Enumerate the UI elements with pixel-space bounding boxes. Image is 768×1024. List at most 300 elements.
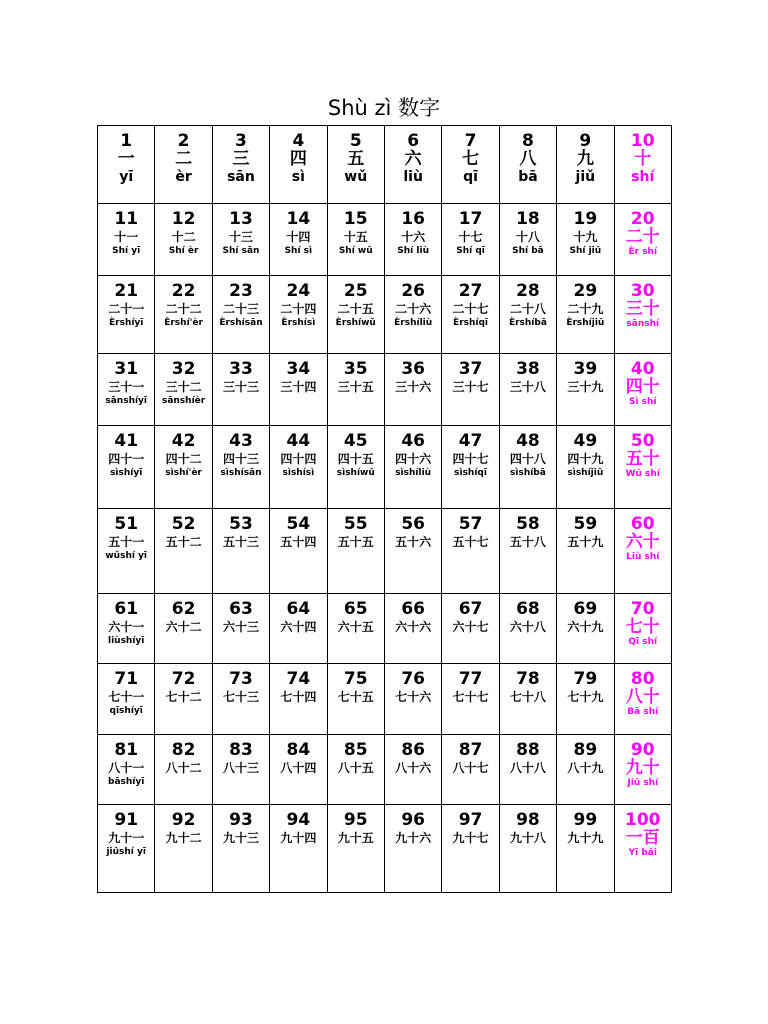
- number-cell: [499, 204, 556, 276]
- arabic-numeral: 54: [286, 514, 311, 534]
- arabic-numeral: 63: [229, 599, 253, 619]
- arabic-numeral: 5: [349, 131, 362, 151]
- arabic-numeral: 32: [171, 359, 196, 379]
- chinese-numeral: 三十五: [337, 380, 374, 394]
- arabic-numeral: 8: [522, 131, 534, 151]
- chinese-numeral: 九十五: [337, 831, 374, 845]
- chinese-numeral: 九十一: [108, 831, 145, 845]
- chinese-numeral: 二十二: [165, 302, 202, 316]
- chinese-numeral: 八十四: [280, 761, 317, 775]
- number-row: [98, 354, 672, 426]
- arabic-numeral: 78: [516, 669, 540, 689]
- number-cell: [557, 126, 614, 204]
- chinese-numeral: 九十: [625, 758, 660, 778]
- arabic-numeral: 20: [630, 209, 655, 229]
- chinese-numeral: 九十四: [280, 831, 317, 845]
- chinese-numeral: 五: [347, 149, 365, 169]
- number-cell: [155, 426, 212, 509]
- pinyin-label: Shí jiǔ: [569, 246, 602, 256]
- chinese-numeral: 六十: [625, 532, 660, 552]
- number-cell: [442, 735, 499, 805]
- chinese-numeral: 三十三: [222, 380, 259, 394]
- chinese-numeral: 八十三: [222, 761, 259, 775]
- pinyin-label: Qī shí: [628, 637, 658, 647]
- chinese-numeral: 六十五: [337, 620, 374, 634]
- arabic-numeral: 11: [114, 209, 139, 229]
- number-cell: [384, 664, 441, 735]
- arabic-numeral: 100: [625, 810, 661, 830]
- number-cell: [270, 594, 327, 664]
- chinese-numeral: 九十三: [222, 831, 259, 845]
- pinyin-label: sìshíjiǔ: [567, 468, 604, 478]
- arabic-numeral: 45: [343, 431, 368, 451]
- pinyin-label: Èrshí'èr: [164, 318, 203, 328]
- chinese-numeral: 十二: [171, 230, 196, 244]
- chinese-numeral: 六: [404, 149, 422, 169]
- chinese-numeral: 二十六: [395, 302, 432, 316]
- pinyin-label: Shí èr: [168, 246, 199, 256]
- arabic-numeral: 15: [343, 209, 368, 229]
- pinyin-label: Shí liù: [397, 246, 429, 256]
- number-cell: [557, 805, 614, 893]
- number-chart-table: [97, 125, 672, 893]
- arabic-numeral: 71: [114, 669, 139, 689]
- arabic-numeral: 83: [229, 740, 253, 760]
- arabic-numeral: 41: [114, 431, 139, 451]
- number-row: [98, 426, 672, 509]
- arabic-numeral: 80: [630, 669, 655, 689]
- number-cell: [442, 126, 499, 204]
- number-cell: [327, 276, 384, 354]
- number-cell: [270, 805, 327, 893]
- arabic-numeral: 24: [286, 281, 311, 301]
- arabic-numeral: 72: [171, 669, 196, 689]
- arabic-numeral: 6: [407, 131, 420, 151]
- arabic-numeral: 37: [458, 359, 483, 379]
- arabic-numeral: 2: [177, 131, 190, 151]
- chinese-numeral: 五十六: [395, 535, 432, 549]
- number-cell: [212, 126, 269, 204]
- number-cell: [270, 426, 327, 509]
- number-cell: [499, 354, 556, 426]
- chinese-numeral: 三十八: [509, 380, 546, 394]
- arabic-numeral: 61: [114, 599, 139, 619]
- pinyin-label: Shí yī: [112, 246, 141, 256]
- arabic-numeral: 67: [458, 599, 483, 619]
- arabic-numeral: 87: [458, 740, 483, 760]
- arabic-numeral: 3: [235, 131, 247, 151]
- chinese-numeral: 八十五: [337, 761, 374, 775]
- chinese-numeral: 四: [289, 149, 307, 169]
- arabic-numeral: 88: [516, 740, 540, 760]
- arabic-numeral: 75: [343, 669, 368, 689]
- chinese-numeral: 六十六: [395, 620, 432, 634]
- chinese-numeral: 六十八: [509, 620, 546, 634]
- number-cell: [212, 594, 269, 664]
- arabic-numeral: 50: [630, 431, 655, 451]
- number-row: [98, 735, 672, 805]
- number-cell: [499, 276, 556, 354]
- arabic-numeral: 18: [516, 209, 540, 229]
- chinese-numeral: 二十五: [337, 302, 374, 316]
- number-cell: [384, 594, 441, 664]
- number-cell: [614, 126, 671, 204]
- number-cell: [155, 509, 212, 594]
- chinese-numeral: 七十五: [337, 690, 374, 704]
- chinese-numeral: 二: [175, 149, 193, 169]
- arabic-numeral: 35: [343, 359, 368, 379]
- number-cell: [557, 664, 614, 735]
- number-cell: [327, 126, 384, 204]
- number-cell: [614, 805, 671, 893]
- number-cell: [614, 276, 671, 354]
- pinyin-label: sìshí'èr: [165, 468, 202, 478]
- number-cell: [155, 594, 212, 664]
- chinese-numeral: 五十三: [222, 535, 259, 549]
- number-cell: [384, 276, 441, 354]
- pinyin-label: sānshí: [626, 319, 660, 329]
- chinese-numeral: 五十一: [108, 535, 145, 549]
- chinese-numeral: 十一: [114, 230, 139, 244]
- number-cell: [614, 509, 671, 594]
- arabic-numeral: 55: [343, 514, 368, 534]
- arabic-numeral: 95: [343, 810, 368, 830]
- number-cell: [98, 664, 155, 735]
- number-cell: [212, 664, 269, 735]
- number-cell: [327, 354, 384, 426]
- chinese-numeral: 八十六: [395, 761, 432, 775]
- chinese-numeral: 二十三: [222, 302, 259, 316]
- chinese-numeral: 二十: [625, 227, 660, 247]
- chinese-numeral: 四十五: [337, 452, 374, 466]
- chinese-numeral: 十六: [401, 230, 426, 244]
- arabic-numeral: 9: [579, 131, 592, 151]
- pinyin-label: Wǔ shí: [625, 469, 660, 479]
- number-cell: [212, 509, 269, 594]
- arabic-numeral: 81: [114, 740, 139, 760]
- pinyin-label: wǔ: [344, 169, 368, 185]
- chinese-numeral: 九十八: [509, 831, 546, 845]
- pinyin-label: Sì shí: [628, 397, 657, 407]
- chinese-numeral: 七十六: [395, 690, 432, 704]
- chinese-numeral: 八: [519, 149, 537, 169]
- number-chart-body: [98, 126, 672, 893]
- number-cell: [384, 204, 441, 276]
- pinyin-label: Èrshísān: [219, 318, 263, 328]
- chinese-numeral: 四十四: [280, 452, 317, 466]
- number-cell: [557, 276, 614, 354]
- number-cell: [327, 735, 384, 805]
- chinese-numeral: 五十九: [567, 535, 604, 549]
- chinese-numeral: 五十八: [509, 535, 546, 549]
- number-cell: [614, 426, 671, 509]
- number-cell: [98, 594, 155, 664]
- arabic-numeral: 29: [573, 281, 598, 301]
- arabic-numeral: 48: [516, 431, 540, 451]
- arabic-numeral: 76: [401, 669, 425, 689]
- pinyin-label: sìshísān: [220, 468, 262, 478]
- number-cell: [442, 664, 499, 735]
- number-row: [98, 594, 672, 664]
- arabic-numeral: 70: [630, 599, 655, 619]
- arabic-numeral: 99: [573, 810, 598, 830]
- number-cell: [384, 354, 441, 426]
- number-cell: [270, 509, 327, 594]
- pinyin-label: wǔshí yī: [105, 551, 148, 561]
- pinyin-label: Yī bǎi: [628, 848, 657, 858]
- arabic-numeral: 91: [114, 810, 139, 830]
- chinese-numeral: 十九: [573, 230, 598, 244]
- pinyin-label: yī: [119, 169, 134, 185]
- number-cell: [442, 354, 499, 426]
- chinese-numeral: 六十七: [452, 620, 489, 634]
- number-cell: [270, 354, 327, 426]
- arabic-numeral: 7: [464, 131, 477, 151]
- chinese-numeral: 十: [634, 149, 652, 169]
- pinyin-label: Shí qī: [456, 246, 485, 256]
- pinyin-label: Èrshíbā: [508, 318, 547, 328]
- arabic-numeral: 36: [401, 359, 425, 379]
- number-cell: [557, 735, 614, 805]
- arabic-numeral: 56: [401, 514, 425, 534]
- chinese-numeral: 八十一: [108, 761, 145, 775]
- pinyin-label: sìshíliù: [395, 468, 432, 478]
- chinese-numeral: 八十九: [567, 761, 604, 775]
- chinese-numeral: 七十七: [452, 690, 489, 704]
- pinyin-label: liùshíyī: [108, 636, 145, 646]
- arabic-numeral: 53: [229, 514, 253, 534]
- chinese-numeral: 六十三: [222, 620, 259, 634]
- chinese-numeral: 二十七: [452, 302, 489, 316]
- arabic-numeral: 10: [630, 131, 655, 151]
- number-cell: [155, 735, 212, 805]
- pinyin-label: Èrshíjiǔ: [566, 318, 605, 328]
- number-cell: [98, 204, 155, 276]
- number-cell: [155, 204, 212, 276]
- chinese-numeral: 三十六: [395, 380, 432, 394]
- pinyin-label: qī: [463, 169, 478, 185]
- number-cell: [499, 509, 556, 594]
- page-title: Shù zì 数字: [327, 96, 441, 120]
- number-cell: [557, 354, 614, 426]
- number-cell: [384, 805, 441, 893]
- arabic-numeral: 26: [401, 281, 425, 301]
- pinyin-label: sì: [291, 169, 305, 185]
- number-cell: [155, 276, 212, 354]
- number-cell: [155, 354, 212, 426]
- pinyin-label: Èr shí: [628, 247, 658, 257]
- chinese-numeral: 二十九: [567, 302, 604, 316]
- chinese-numeral: 三十: [625, 299, 660, 319]
- number-cell: [442, 594, 499, 664]
- arabic-numeral: 23: [229, 281, 253, 301]
- chinese-numeral: 六十九: [567, 620, 604, 634]
- number-cell: [557, 426, 614, 509]
- chinese-numeral: 九十七: [452, 831, 489, 845]
- chinese-numeral: 四十二: [165, 452, 202, 466]
- arabic-numeral: 16: [401, 209, 425, 229]
- number-cell: [499, 594, 556, 664]
- arabic-numeral: 92: [171, 810, 196, 830]
- pinyin-label: Èrshíqī: [453, 318, 489, 328]
- chinese-numeral: 七: [462, 149, 480, 169]
- pinyin-label: Èrshíyī: [109, 318, 144, 328]
- number-cell: [155, 126, 212, 204]
- arabic-numeral: 34: [286, 359, 311, 379]
- number-cell: [327, 805, 384, 893]
- pinyin-label: Jiǔ shí: [627, 778, 659, 788]
- chinese-numeral: 十五: [343, 230, 368, 244]
- arabic-numeral: 77: [458, 669, 483, 689]
- arabic-numeral: 58: [516, 514, 540, 534]
- number-cell: [327, 426, 384, 509]
- chinese-numeral: 八十: [625, 687, 660, 707]
- number-cell: [499, 735, 556, 805]
- chinese-numeral: 六十二: [165, 620, 202, 634]
- arabic-numeral: 21: [114, 281, 139, 301]
- pinyin-label: sānshíyī: [105, 396, 148, 406]
- pinyin-label: Èrshíliù: [394, 318, 433, 328]
- arabic-numeral: 85: [343, 740, 368, 760]
- arabic-numeral: 31: [114, 359, 139, 379]
- arabic-numeral: 39: [573, 359, 598, 379]
- number-row: [98, 204, 672, 276]
- chinese-numeral: 四十三: [222, 452, 259, 466]
- number-cell: [98, 354, 155, 426]
- pinyin-label: liù: [403, 169, 423, 185]
- number-cell: [614, 664, 671, 735]
- number-row: [98, 664, 672, 735]
- chinese-numeral: 三十二: [165, 380, 202, 394]
- pinyin-label: sìshíwǔ: [336, 468, 375, 478]
- number-cell: [270, 204, 327, 276]
- arabic-numeral: 93: [229, 810, 253, 830]
- chinese-numeral: 一百: [625, 828, 660, 848]
- number-cell: [98, 276, 155, 354]
- number-cell: [499, 805, 556, 893]
- chinese-numeral: 四十七: [452, 452, 489, 466]
- arabic-numeral: 98: [516, 810, 540, 830]
- arabic-numeral: 97: [458, 810, 483, 830]
- chinese-numeral: 四十: [625, 377, 660, 397]
- arabic-numeral: 12: [171, 209, 196, 229]
- chinese-numeral: 九十九: [567, 831, 604, 845]
- arabic-numeral: 89: [573, 740, 598, 760]
- number-row: [98, 509, 672, 594]
- number-cell: [557, 509, 614, 594]
- arabic-numeral: 68: [516, 599, 540, 619]
- arabic-numeral: 1: [120, 131, 133, 151]
- arabic-numeral: 59: [573, 514, 598, 534]
- arabic-numeral: 52: [171, 514, 196, 534]
- arabic-numeral: 86: [401, 740, 425, 760]
- chinese-numeral: 十八: [515, 230, 540, 244]
- chinese-numeral: 十三: [228, 230, 253, 244]
- arabic-numeral: 30: [630, 281, 655, 301]
- number-cell: [327, 664, 384, 735]
- number-cell: [327, 204, 384, 276]
- number-row: [98, 276, 672, 354]
- pinyin-label: bā: [518, 169, 538, 185]
- chinese-numeral: 五十四: [280, 535, 317, 549]
- number-cell: [614, 204, 671, 276]
- number-cell: [384, 426, 441, 509]
- number-cell: [155, 805, 212, 893]
- arabic-numeral: 69: [573, 599, 598, 619]
- chinese-numeral: 三十四: [280, 380, 317, 394]
- pinyin-label: Shí sān: [222, 246, 260, 256]
- pinyin-label: Èrshísì: [281, 318, 316, 328]
- pinyin-label: sìshísì: [282, 468, 315, 478]
- number-cell: [212, 204, 269, 276]
- number-cell: [212, 276, 269, 354]
- number-cell: [270, 664, 327, 735]
- pinyin-label: Èrshíwǔ: [335, 318, 376, 328]
- chinese-numeral: 四十一: [108, 452, 145, 466]
- number-cell: [384, 735, 441, 805]
- arabic-numeral: 82: [171, 740, 196, 760]
- number-cell: [499, 664, 556, 735]
- chinese-numeral: 七十二: [165, 690, 202, 704]
- chinese-numeral: 九十六: [395, 831, 432, 845]
- chinese-numeral: 五十五: [337, 535, 374, 549]
- pinyin-label: jiǔshí yī: [106, 847, 146, 857]
- number-cell: [98, 805, 155, 893]
- pinyin-label: qīshíyī: [109, 706, 143, 716]
- arabic-numeral: 13: [229, 209, 253, 229]
- number-cell: [442, 204, 499, 276]
- arabic-numeral: 33: [229, 359, 253, 379]
- arabic-numeral: 38: [516, 359, 540, 379]
- chinese-numeral: 三: [232, 149, 250, 169]
- chinese-numeral: 一: [117, 149, 135, 169]
- number-cell: [499, 126, 556, 204]
- chinese-numeral: 五十二: [165, 535, 202, 549]
- number-cell: [212, 735, 269, 805]
- pinyin-label: sānshíèr: [161, 396, 206, 406]
- number-cell: [557, 204, 614, 276]
- chinese-numeral: 七十: [625, 617, 660, 637]
- number-cell: [442, 276, 499, 354]
- pinyin-label: jiǔ: [575, 169, 596, 185]
- number-cell: [270, 276, 327, 354]
- chinese-numeral: 四十六: [395, 452, 432, 466]
- arabic-numeral: 17: [458, 209, 483, 229]
- chinese-numeral: 七十四: [280, 690, 317, 704]
- arabic-numeral: 57: [458, 514, 483, 534]
- chinese-numeral: 八十七: [452, 761, 489, 775]
- arabic-numeral: 40: [630, 359, 655, 379]
- pinyin-label: Shí bā: [512, 246, 544, 256]
- arabic-numeral: 25: [343, 281, 368, 301]
- number-cell: [98, 735, 155, 805]
- arabic-numeral: 66: [401, 599, 425, 619]
- pinyin-label: Liù shí: [626, 552, 660, 562]
- arabic-numeral: 74: [286, 669, 311, 689]
- chinese-numeral: 七十一: [108, 690, 145, 704]
- number-row: [98, 126, 672, 204]
- pinyin-label: sìshíqī: [454, 468, 487, 478]
- arabic-numeral: 79: [573, 669, 598, 689]
- number-cell: [614, 735, 671, 805]
- number-cell: [499, 426, 556, 509]
- pinyin-label: shí: [631, 169, 655, 185]
- arabic-numeral: 62: [171, 599, 196, 619]
- number-cell: [270, 126, 327, 204]
- arabic-numeral: 27: [458, 281, 483, 301]
- arabic-numeral: 73: [229, 669, 253, 689]
- arabic-numeral: 65: [343, 599, 368, 619]
